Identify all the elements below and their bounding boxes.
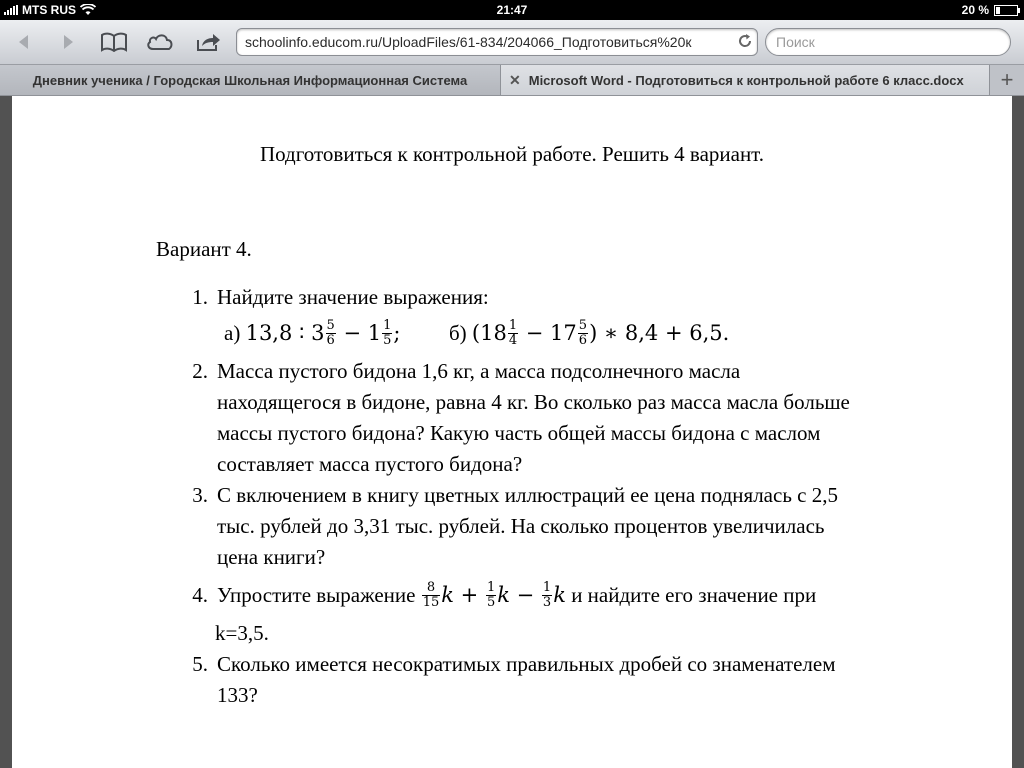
reload-icon (737, 33, 753, 49)
url-text: schoolinfo.educom.ru/UploadFiles/61-834/204066_Подготовиться%20к (245, 34, 692, 50)
question-number: 3. (192, 483, 208, 507)
text-line: С включением в книгу цветных иллюстраций ее цена поднялась с 2,5 (217, 483, 838, 507)
tab-label: Microsoft Word - Подготовиться к контрольной работе 6 класс.docx (528, 72, 964, 88)
fraction: $\frac{1}{5}$ (486, 579, 496, 610)
expr-a-part3: ; (393, 321, 401, 345)
fraction: $\frac{5}{6}$ (326, 317, 335, 348)
fraction: $\frac{1}{4}$ (508, 317, 518, 348)
clock: 21:47 (496, 3, 528, 17)
expr-b-part3: ) ∗ 8,4 + 6,5. (589, 321, 730, 345)
part-a-label: а) (224, 321, 246, 345)
question-text (217, 480, 937, 573)
tab-close-icon[interactable]: ✕ (509, 71, 521, 88)
tab-diary[interactable] (0, 65, 501, 95)
question-number: 2. (192, 359, 208, 383)
search-placeholder: Поиск (776, 34, 815, 50)
tab-bar (0, 65, 1024, 96)
search-field[interactable] (765, 28, 1011, 56)
address-bar[interactable] (236, 28, 758, 56)
new-tab-button[interactable]: + (989, 65, 1024, 95)
fraction: $\frac{8}{15}$ (422, 579, 440, 610)
text-line: тыс. рублей до 3,31 тыс. рублей. На сколько процентов увеличилась (217, 514, 825, 538)
text-line: находящегося в бидоне, равна 4 кг. Во сколько раз масса масла больше (217, 390, 850, 414)
text-line: k=3,5. (215, 620, 269, 645)
web-content[interactable] (0, 96, 1024, 768)
back-arrow-icon (15, 33, 33, 51)
share-icon (196, 32, 222, 52)
text-line: массы пустого бидона? Какую часть общей массы бидона с маслом (217, 421, 821, 445)
document-page (12, 96, 1012, 768)
variant-heading: Вариант 4. (156, 237, 252, 261)
reload-button[interactable] (737, 33, 753, 54)
battery-percent: 20 % (961, 3, 989, 17)
text-line: составляет масса пустого бидона? (217, 452, 523, 476)
part-b-label: б) (448, 321, 472, 345)
expr-b-part2: − 17 (519, 321, 577, 345)
battery-info (962, 3, 1018, 17)
question-1-expressions (224, 318, 729, 350)
browser-toolbar (0, 20, 1024, 65)
question-text (217, 649, 937, 711)
bookmarks-button[interactable] (98, 29, 130, 55)
question-number: 5. (192, 652, 208, 676)
question-text (217, 580, 937, 649)
question-text: Найдите значение выражения: (217, 285, 489, 309)
book-icon (101, 32, 127, 52)
text-line: Упростите выражение $\frac{8}{15}$ k + $\frac{1}{5}$ k − $\frac{1}{3}$ k и найдите его значение при (217, 579, 817, 610)
status-bar (0, 0, 1024, 20)
carrier-name: MTS RUS (22, 3, 76, 17)
fraction: $\frac{1}{5}$ (383, 317, 392, 348)
text-line: цена книги? (217, 545, 326, 569)
text-line: 133? (217, 683, 258, 707)
question-text (217, 356, 937, 480)
expr-b-part1: (18 (471, 321, 507, 345)
question-number: 1. (192, 285, 208, 309)
expr-a-part1: 13,8 ∶ 3 (245, 321, 325, 345)
tab-label: Дневник ученика / Городская Школьная Информационная Система (32, 72, 468, 88)
fraction: $\frac{1}{3}$ (542, 579, 552, 610)
forward-button[interactable] (52, 29, 84, 55)
expr-a-part2: − 1 (336, 321, 382, 345)
document-title: Подготовиться к контрольной работе. Решить 4 вариант. (259, 142, 765, 166)
icloud-tabs-button[interactable] (144, 29, 176, 55)
back-button[interactable] (8, 29, 40, 55)
tab-word-document[interactable] (501, 65, 989, 95)
text-line: Сколько имеется несократимых правильных дробей со знаменателем (217, 652, 836, 676)
battery-icon (994, 5, 1018, 16)
share-button[interactable] (193, 29, 225, 55)
cloud-icon (145, 32, 175, 52)
fraction: $\frac{5}{6}$ (578, 317, 588, 348)
forward-arrow-icon (59, 33, 77, 51)
question-number: 4. (192, 583, 208, 607)
text-line: Масса пустого бидона 1,6 кг, а масса подсолнечного масла (217, 359, 741, 383)
